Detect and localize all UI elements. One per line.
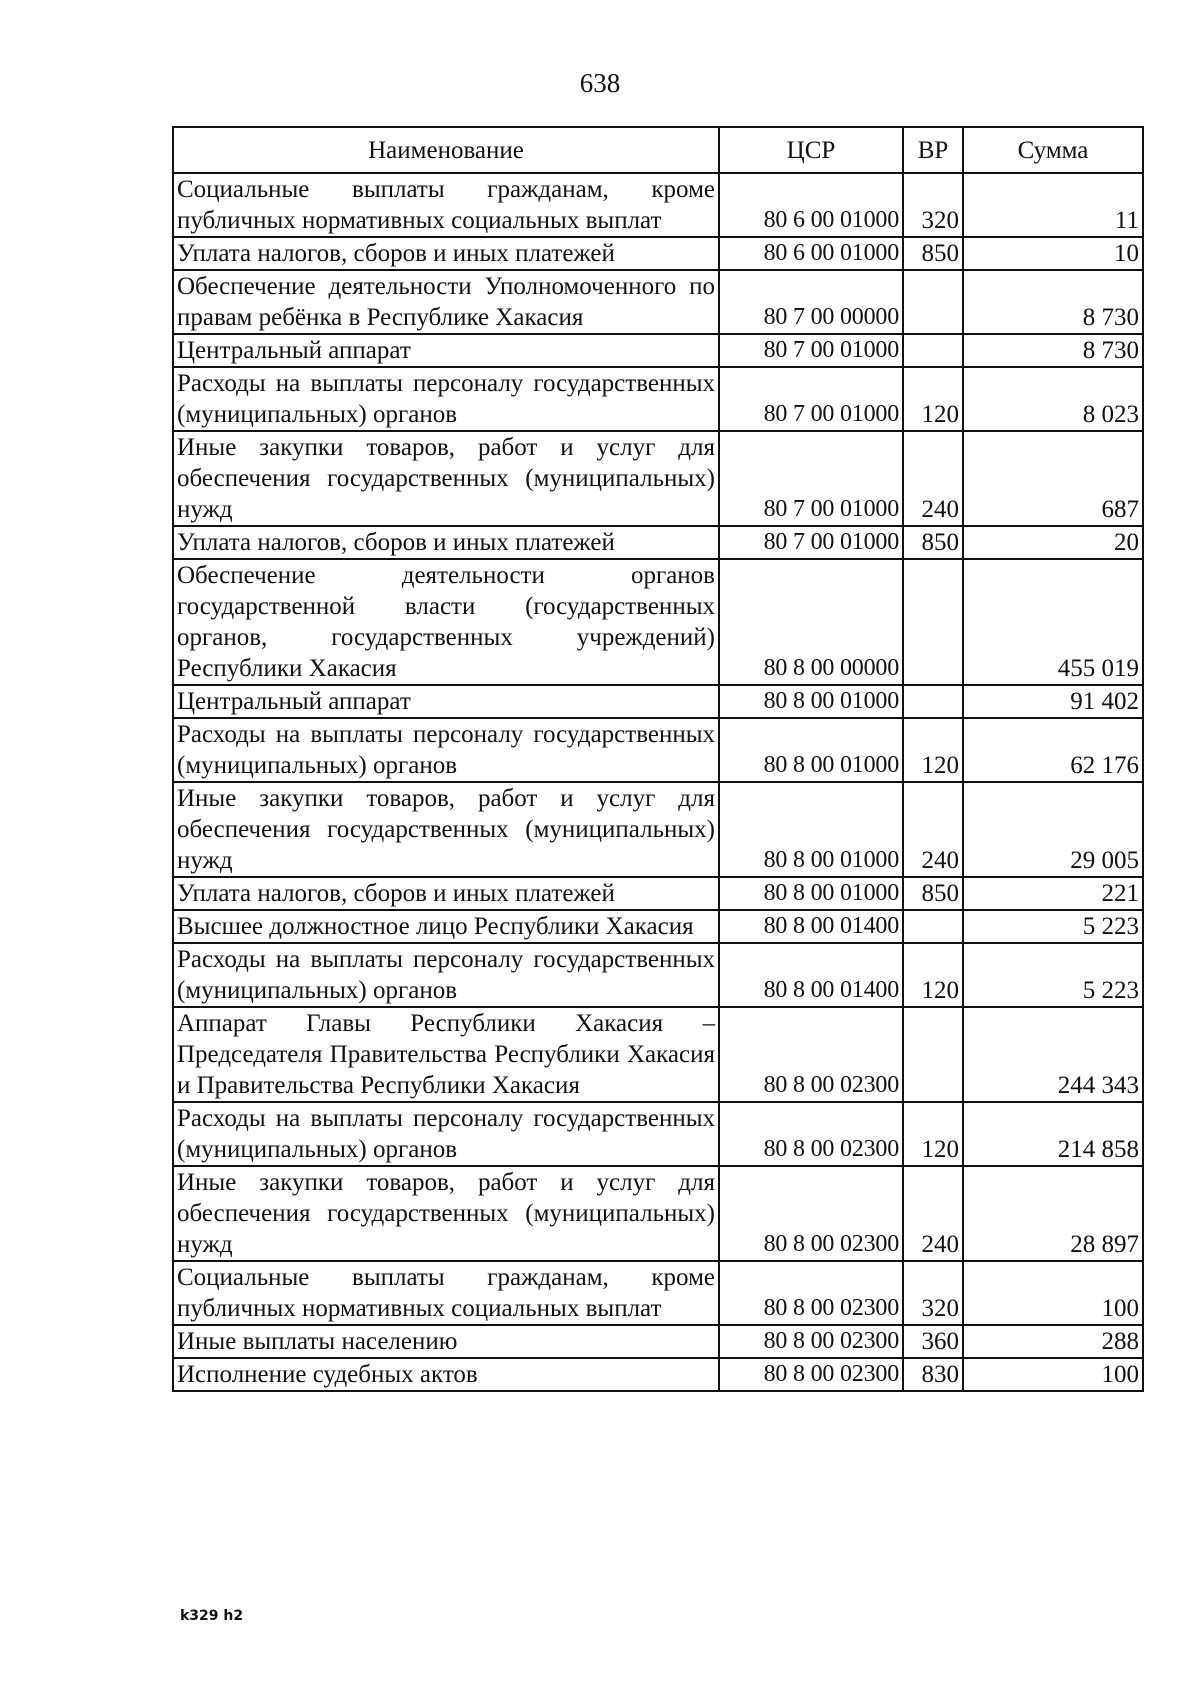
cell-sum: 10 [963,237,1143,270]
cell-csr: 80 7 00 01000 [719,334,903,367]
cell-vr: 850 [903,877,963,910]
table-row [173,237,1143,270]
cell-csr: 80 8 00 02300 [719,1007,903,1102]
cell-csr: 80 8 00 00000 [719,559,903,685]
table-row [173,685,1143,718]
cell-sum: 8 730 [963,334,1143,367]
cell-csr: 80 8 00 02300 [719,1358,903,1391]
cell-csr: 80 8 00 01400 [719,943,903,1007]
table-row [173,943,1143,1007]
cell-name: Центральный аппарат [173,334,719,367]
header-csr: ЦСР [719,127,903,173]
cell-csr: 80 7 00 01000 [719,526,903,559]
cell-csr: 80 8 00 02300 [719,1325,903,1358]
table-row [173,559,1143,685]
table-row [173,334,1143,367]
cell-sum: 687 [963,431,1143,526]
table-row [173,1007,1143,1102]
page-number: 638 [579,68,621,98]
cell-vr: 830 [903,1358,963,1391]
cell-sum: 20 [963,526,1143,559]
cell-csr: 80 8 00 01000 [719,685,903,718]
cell-sum: 28 897 [963,1166,1143,1261]
cell-name: Социальные выплаты гражданам, кроме публичных нормативных социальных выплат [173,1261,719,1325]
budget-table [172,126,1144,1392]
cell-vr: 240 [903,431,963,526]
cell-vr: 360 [903,1325,963,1358]
cell-csr: 80 6 00 01000 [719,173,903,237]
table-row [173,367,1143,431]
cell-sum: 244 343 [963,1007,1143,1102]
cell-vr: 320 [903,173,963,237]
cell-sum: 221 [963,877,1143,910]
cell-name: Уплата налогов, сборов и иных платежей [173,526,719,559]
table-row [173,782,1143,877]
cell-sum: 288 [963,1325,1143,1358]
cell-name: Высшее должностное лицо Республики Хакасия [173,910,719,943]
cell-vr: 240 [903,782,963,877]
cell-sum: 100 [963,1261,1143,1325]
table-body [173,173,1143,1391]
cell-vr: 120 [903,943,963,1007]
cell-vr: 120 [903,367,963,431]
cell-sum: 100 [963,1358,1143,1391]
table-row [173,270,1143,334]
cell-csr: 80 8 00 01000 [719,782,903,877]
cell-vr [903,270,963,334]
cell-csr: 80 8 00 01000 [719,718,903,782]
cell-vr [903,910,963,943]
cell-csr: 80 8 00 02300 [719,1102,903,1166]
cell-csr: 80 8 00 02300 [719,1166,903,1261]
cell-name: Аппарат Главы Республики Хакасия – Председателя Правительства Республики Хакасия и Правительства Республики Хакасия [173,1007,719,1102]
cell-vr: 120 [903,718,963,782]
cell-csr: 80 7 00 00000 [719,270,903,334]
cell-vr [903,685,963,718]
cell-sum: 5 223 [963,943,1143,1007]
table-row [173,1261,1143,1325]
cell-csr: 80 6 00 01000 [719,237,903,270]
header-sum: Сумма [963,127,1143,173]
cell-name: Уплата налогов, сборов и иных платежей [173,237,719,270]
header-name: Наименование [173,127,719,173]
table-row [173,1358,1143,1391]
cell-name: Иные закупки товаров, работ и услуг для обеспечения государственных (муниципальных) нужд [173,1166,719,1261]
table-row [173,1325,1143,1358]
header-vr: ВР [903,127,963,173]
cell-csr: 80 7 00 01000 [719,367,903,431]
cell-name: Иные закупки товаров, работ и услуг для обеспечения государственных (муниципальных) нужд [173,431,719,526]
table-row [173,718,1143,782]
cell-name: Обеспечение деятельности Уполномоченного по правам ребёнка в Республике Хакасия [173,270,719,334]
cell-name: Уплата налогов, сборов и иных платежей [173,877,719,910]
cell-sum: 62 176 [963,718,1143,782]
cell-sum: 29 005 [963,782,1143,877]
table-row [173,877,1143,910]
cell-name: Иные выплаты населению [173,1325,719,1358]
cell-sum: 11 [963,173,1143,237]
cell-name: Расходы на выплаты персоналу государственных (муниципальных) органов [173,718,719,782]
cell-name: Социальные выплаты гражданам, кроме публичных нормативных социальных выплат [173,173,719,237]
cell-vr: 850 [903,526,963,559]
cell-name: Расходы на выплаты персоналу государственных (муниципальных) органов [173,367,719,431]
table-row [173,431,1143,526]
cell-name: Иные закупки товаров, работ и услуг для обеспечения государственных (муниципальных) нужд [173,782,719,877]
cell-name: Центральный аппарат [173,685,719,718]
cell-vr: 240 [903,1166,963,1261]
cell-csr: 80 7 00 01000 [719,431,903,526]
cell-vr [903,1007,963,1102]
cell-sum: 455 019 [963,559,1143,685]
cell-name: Обеспечение деятельности органов государственной власти (государственных органов, государственных учреждений) Республики Хакасия [173,559,719,685]
cell-vr: 320 [903,1261,963,1325]
table-row [173,1166,1143,1261]
cell-name: Исполнение судебных актов [173,1358,719,1391]
table-header-row [173,127,1143,173]
cell-vr [903,559,963,685]
document-code: k329 h2 [180,1608,244,1624]
table-row [173,526,1143,559]
cell-name: Расходы на выплаты персоналу государственных (муниципальных) органов [173,1102,719,1166]
table-row [173,910,1143,943]
cell-sum: 214 858 [963,1102,1143,1166]
cell-vr: 120 [903,1102,963,1166]
cell-sum: 91 402 [963,685,1143,718]
cell-sum: 8 023 [963,367,1143,431]
cell-vr: 850 [903,237,963,270]
cell-csr: 80 8 00 01000 [719,877,903,910]
cell-vr [903,334,963,367]
cell-sum: 8 730 [963,270,1143,334]
table-row [173,1102,1143,1166]
cell-csr: 80 8 00 02300 [719,1261,903,1325]
cell-csr: 80 8 00 01400 [719,910,903,943]
cell-sum: 5 223 [963,910,1143,943]
table-row [173,173,1143,237]
cell-name: Расходы на выплаты персоналу государственных (муниципальных) органов [173,943,719,1007]
